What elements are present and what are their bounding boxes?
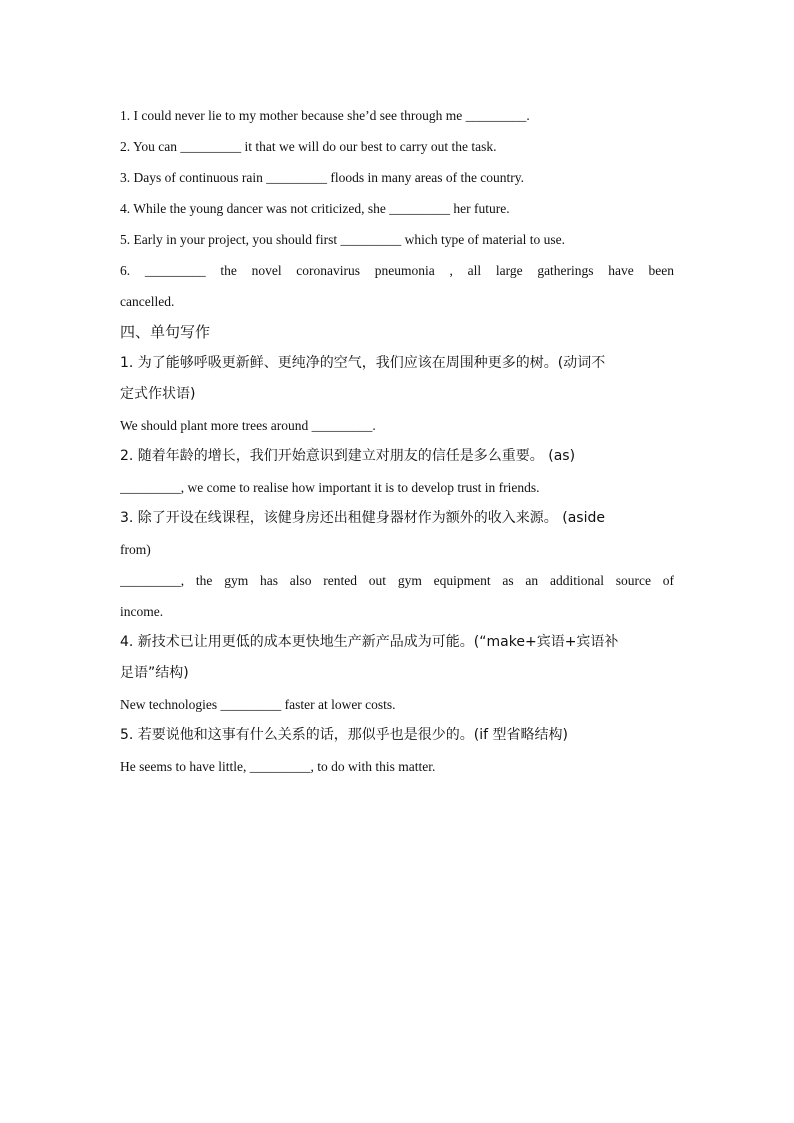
writing-q5-answer: He seems to have little, _________, to do with this matter. <box>120 759 436 774</box>
writing-q1-prompt-line1: 1. 为了能够呼吸更新鲜、更纯净的空气，我们应该在周围种更多的树。(动词不 <box>120 355 606 371</box>
section-heading: 四、单句写作 <box>120 323 211 341</box>
writing-q3-answer-line2: income. <box>120 604 164 619</box>
exercise-item-2: 2. You can _________ it that we will do our best to carry out the task. <box>120 139 497 154</box>
writing-q1-answer: We should plant more trees around _________. <box>120 418 376 433</box>
writing-q4-answer: New technologies _________ faster at lower costs. <box>120 697 396 712</box>
exercise-item-1: 1. I could never lie to my mother because she’d see through me _________. <box>120 108 530 123</box>
writing-q1-prompt-line2: 定式作状语) <box>120 386 196 402</box>
exercise-item-5: 5. Early in your project, you should first _________ which type of material to use. <box>120 232 566 247</box>
exercise-item-3: 3. Days of continuous rain _________ floods in many areas of the country. <box>120 170 525 185</box>
writing-q2-answer: _________, we come to realise how important it is to develop trust in friends. <box>120 480 540 495</box>
writing-q3-prompt-line1: 3. 除了开设在线课程，该健身房还出租健身器材作为额外的收入来源。 (aside <box>120 510 605 526</box>
writing-q3-prompt-line2: from) <box>120 542 151 557</box>
writing-q3-answer-line1: _________, the gym has also rented out gym equipment as an additional source of <box>120 573 674 588</box>
exercise-item-6-line1: 6. _________ the novel coronavirus pneumonia , all large gatherings have been <box>120 263 674 278</box>
exercise-item-6-line2: cancelled. <box>120 294 175 309</box>
writing-q5-prompt: 5. 若要说他和这事有什么关系的话，那似乎也是很少的。(if 型省略结构) <box>120 727 568 743</box>
worksheet-page <box>120 100 674 782</box>
writing-q2-prompt: 2. 随着年龄的增长，我们开始意识到建立对朋友的信任是多么重要。 (as) <box>120 448 576 464</box>
writing-q4-prompt-line2: 足语”结构) <box>120 665 189 681</box>
exercise-item-4: 4. While the young dancer was not criticized, she _________ her future. <box>120 201 510 216</box>
writing-q4-prompt-line1: 4. 新技术已让用更低的成本更快地生产新产品成为可能。(“make+宾语+宾语补 <box>120 634 619 650</box>
